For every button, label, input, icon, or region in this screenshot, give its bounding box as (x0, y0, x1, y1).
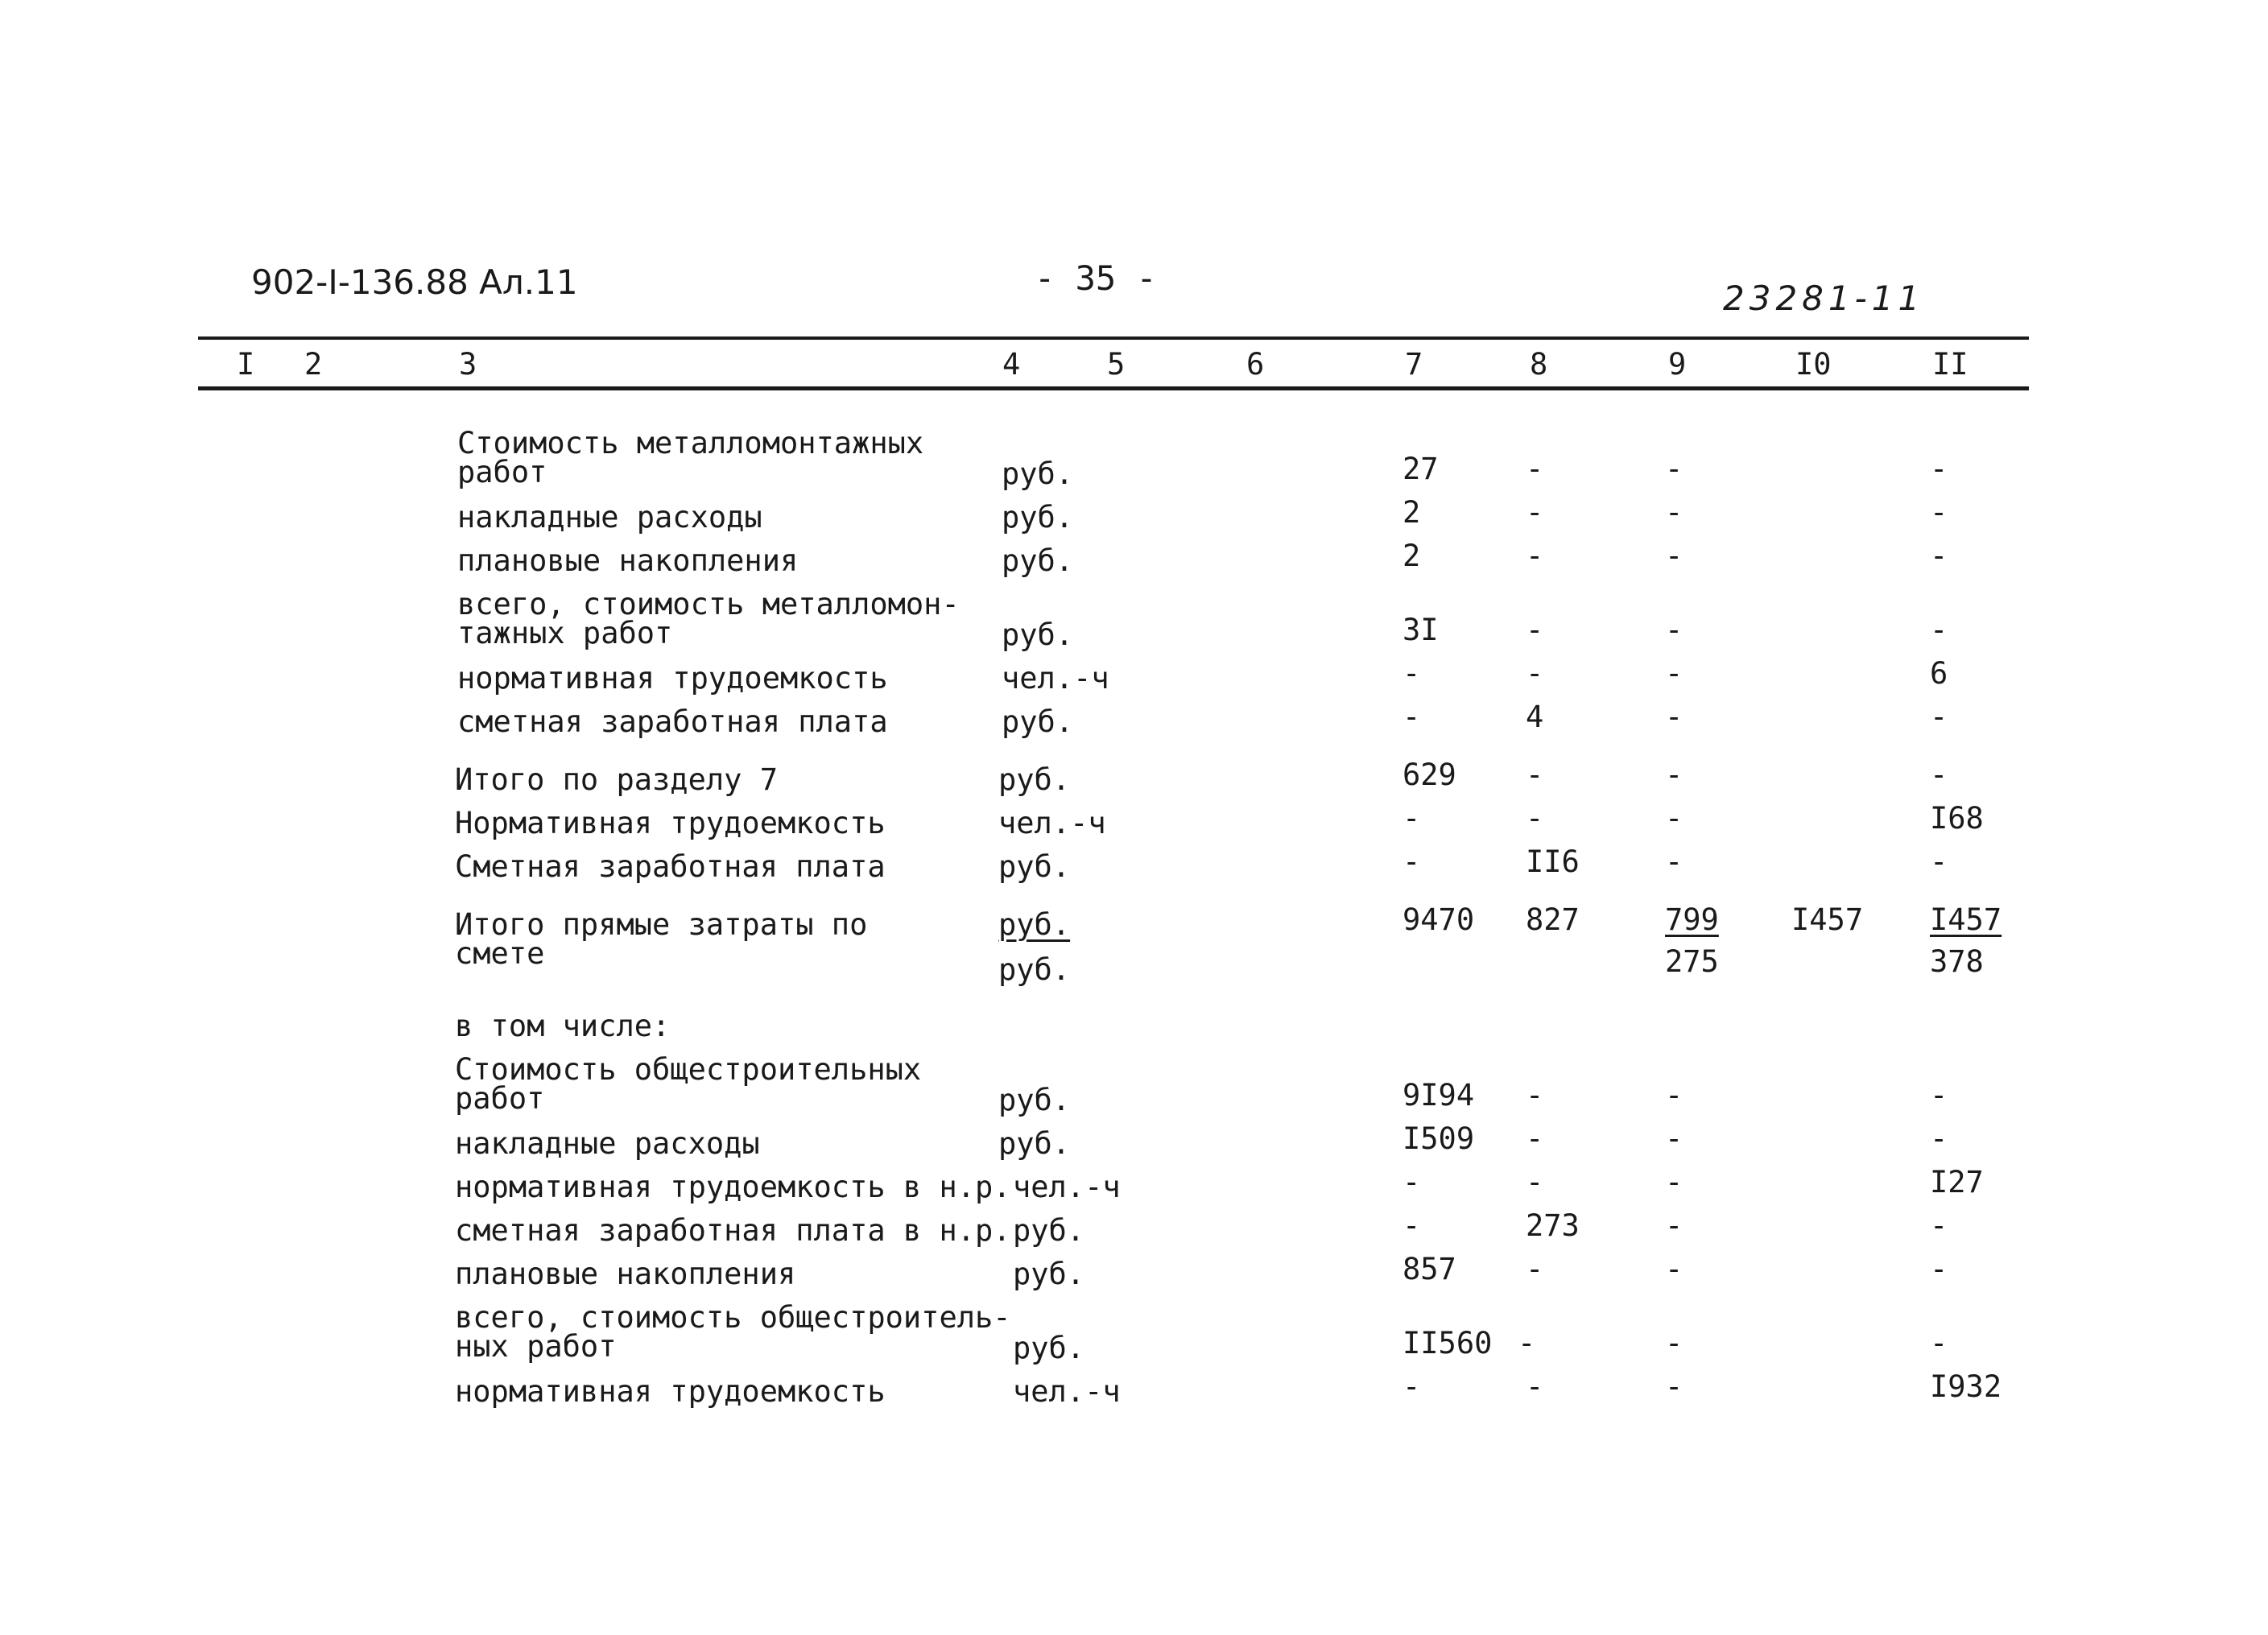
row-label: работ (455, 1081, 545, 1116)
cell-col9: - (1665, 844, 1683, 879)
row-label: нормативная трудоемкость (457, 661, 888, 696)
cell-col8: - (1526, 452, 1544, 486)
row-unit: чел.-ч (1013, 1170, 1121, 1204)
row-label: работ (457, 455, 547, 489)
page-number: - 35 - (1035, 258, 1157, 298)
row-unit: руб. (1002, 500, 1074, 535)
cell-col8: - (1526, 495, 1544, 530)
cell-col10: I457 (1791, 902, 1864, 937)
row-unit: руб. (998, 849, 1071, 884)
cell-col8: 827 (1526, 902, 1580, 937)
cell-col7: - (1403, 1165, 1421, 1199)
cell-col8: 273 (1526, 1208, 1580, 1243)
column-header: I0 (1795, 347, 1832, 382)
row-label: Нормативная трудоемкость (455, 806, 886, 840)
row-label: ных работ (455, 1329, 617, 1364)
cell-col9: - (1665, 801, 1683, 836)
column-header: 4 (1002, 347, 1021, 382)
cell-col8: - (1526, 656, 1544, 691)
cell-col9: - (1665, 1252, 1683, 1286)
row-unit: руб. (998, 762, 1071, 797)
cell-col9: - (1665, 758, 1683, 792)
cell-col9: - (1665, 1208, 1683, 1243)
cell-col7: - (1403, 700, 1421, 734)
cell-col7: 9I94 (1403, 1078, 1475, 1113)
inventory-number: 23281-11 (1723, 279, 1925, 318)
cell-col11: - (1930, 452, 1948, 486)
row-label: нормативная трудоемкость (455, 1374, 886, 1409)
cell-col7: - (1403, 801, 1421, 836)
row-unit: руб. (998, 1126, 1071, 1161)
row-label: накладные расходы (455, 1126, 760, 1161)
row-unit-second: руб. (998, 952, 1071, 987)
row-label: Стоимость общестроительных (455, 1052, 922, 1087)
cell-col11: - (1930, 1252, 1948, 1286)
cell-col11: - (1930, 700, 1948, 734)
row-unit: руб. (998, 1083, 1071, 1117)
cell-col7: - (1403, 656, 1421, 691)
row-label: нормативная трудоемкость в н.р. (455, 1170, 1011, 1204)
cell-col7: 27 (1403, 452, 1439, 486)
cell-col11: - (1930, 1208, 1948, 1243)
document-code: 902-I-136.88 Ал.11 (251, 262, 578, 302)
row-unit: руб. (1013, 1257, 1085, 1291)
cell-col7: 857 (1403, 1252, 1456, 1286)
cell-col11: I457 (1930, 902, 2002, 937)
cell-col11: - (1930, 495, 1948, 530)
cell-col9: - (1665, 539, 1683, 573)
column-header: 9 (1668, 347, 1687, 382)
row-unit: руб. (1002, 617, 1074, 652)
cell-col7: II560 (1403, 1326, 1493, 1360)
row-label: Сметная заработная плата (455, 849, 886, 884)
cell-col9: - (1665, 1078, 1683, 1113)
cell-col9: - (1665, 1165, 1683, 1199)
row-unit: руб. (998, 907, 1071, 942)
cell-col7: I509 (1403, 1121, 1475, 1156)
cell-col8: - (1526, 1165, 1544, 1199)
cell-col8: - (1526, 613, 1544, 647)
cell-col7: 2 (1403, 495, 1421, 530)
row-label: смете (455, 936, 545, 971)
cell-col9: - (1665, 1369, 1683, 1404)
column-header: 6 (1246, 347, 1265, 382)
cell-col8: - (1526, 1078, 1544, 1113)
row-label: всего, стоимость металломон- (457, 587, 960, 621)
cell-col7: - (1403, 844, 1421, 879)
row-unit: руб. (1013, 1213, 1085, 1248)
row-label: Итого по разделу 7 (455, 762, 778, 797)
row-unit: чел.-ч (998, 806, 1106, 840)
row-label: сметная заработная плата в н.р. (455, 1213, 1011, 1248)
cell-col11-second: 378 (1930, 944, 1984, 979)
cell-col8: II6 (1526, 844, 1580, 879)
cell-col8: - (1526, 801, 1544, 836)
row-label: тажных работ (457, 616, 673, 650)
cell-col8: - (1526, 1369, 1544, 1404)
row-unit: руб. (1013, 1331, 1085, 1365)
column-header: 5 (1107, 347, 1126, 382)
cell-col11: - (1930, 613, 1948, 647)
cell-col7: 629 (1403, 758, 1456, 792)
cell-col9: - (1665, 700, 1683, 734)
cell-col11: - (1930, 1121, 1948, 1156)
row-label: Итого прямые затраты по (455, 907, 868, 942)
row-label: Стоимость металломонтажных (457, 426, 924, 460)
cell-col9: - (1665, 1326, 1683, 1360)
cell-col7: 2 (1403, 539, 1421, 573)
cell-col11: - (1930, 1326, 1948, 1360)
cell-col8: 4 (1526, 700, 1544, 734)
cell-col7: - (1403, 1369, 1421, 1404)
cell-col9: - (1665, 495, 1683, 530)
cell-col11: - (1930, 1078, 1948, 1113)
column-header: I (237, 347, 255, 382)
cell-col11: I68 (1930, 801, 1984, 836)
row-unit: чел.-ч (1013, 1374, 1121, 1409)
row-label: в том числе: (455, 1009, 671, 1043)
cell-col7: - (1403, 1208, 1421, 1243)
table-header-bottom-rule (198, 386, 2029, 390)
cell-col9: - (1665, 452, 1683, 486)
row-unit: чел.-ч (1002, 661, 1109, 696)
cell-col11: - (1930, 758, 1948, 792)
cell-col9-second: 275 (1665, 944, 1719, 979)
row-label: плановые накопления (455, 1257, 796, 1291)
cell-col11: I932 (1930, 1369, 2002, 1404)
row-label: накладные расходы (457, 500, 762, 535)
table-top-rule (198, 336, 2029, 340)
cell-col8: - (1526, 1252, 1544, 1286)
column-header: 3 (459, 347, 477, 382)
cell-col9: - (1665, 613, 1683, 647)
cell-col8: - (1518, 1326, 1536, 1360)
row-unit: руб. (1002, 704, 1074, 739)
column-header: 2 (304, 347, 323, 382)
column-header: 8 (1530, 347, 1548, 382)
row-unit: руб. (1002, 543, 1074, 578)
column-header: 7 (1405, 347, 1423, 382)
cell-col7: 9470 (1403, 902, 1475, 937)
cell-col9: - (1665, 656, 1683, 691)
cell-col11: I27 (1930, 1165, 1984, 1199)
cell-col9: 799 (1665, 902, 1719, 937)
row-label: всего, стоимость общестроитель- (455, 1300, 1011, 1335)
cell-col11: - (1930, 539, 1948, 573)
row-label: плановые накопления (457, 543, 799, 578)
cell-col9: - (1665, 1121, 1683, 1156)
cell-col11: 6 (1930, 656, 1948, 691)
row-label: сметная заработная плата (457, 704, 888, 739)
cell-col8: - (1526, 1121, 1544, 1156)
row-unit: руб. (1002, 456, 1074, 491)
cell-col11: - (1930, 844, 1948, 879)
cell-col7: 3I (1403, 613, 1439, 647)
cell-col8: - (1526, 758, 1544, 792)
column-header: II (1932, 347, 1968, 382)
cell-col8: - (1526, 539, 1544, 573)
